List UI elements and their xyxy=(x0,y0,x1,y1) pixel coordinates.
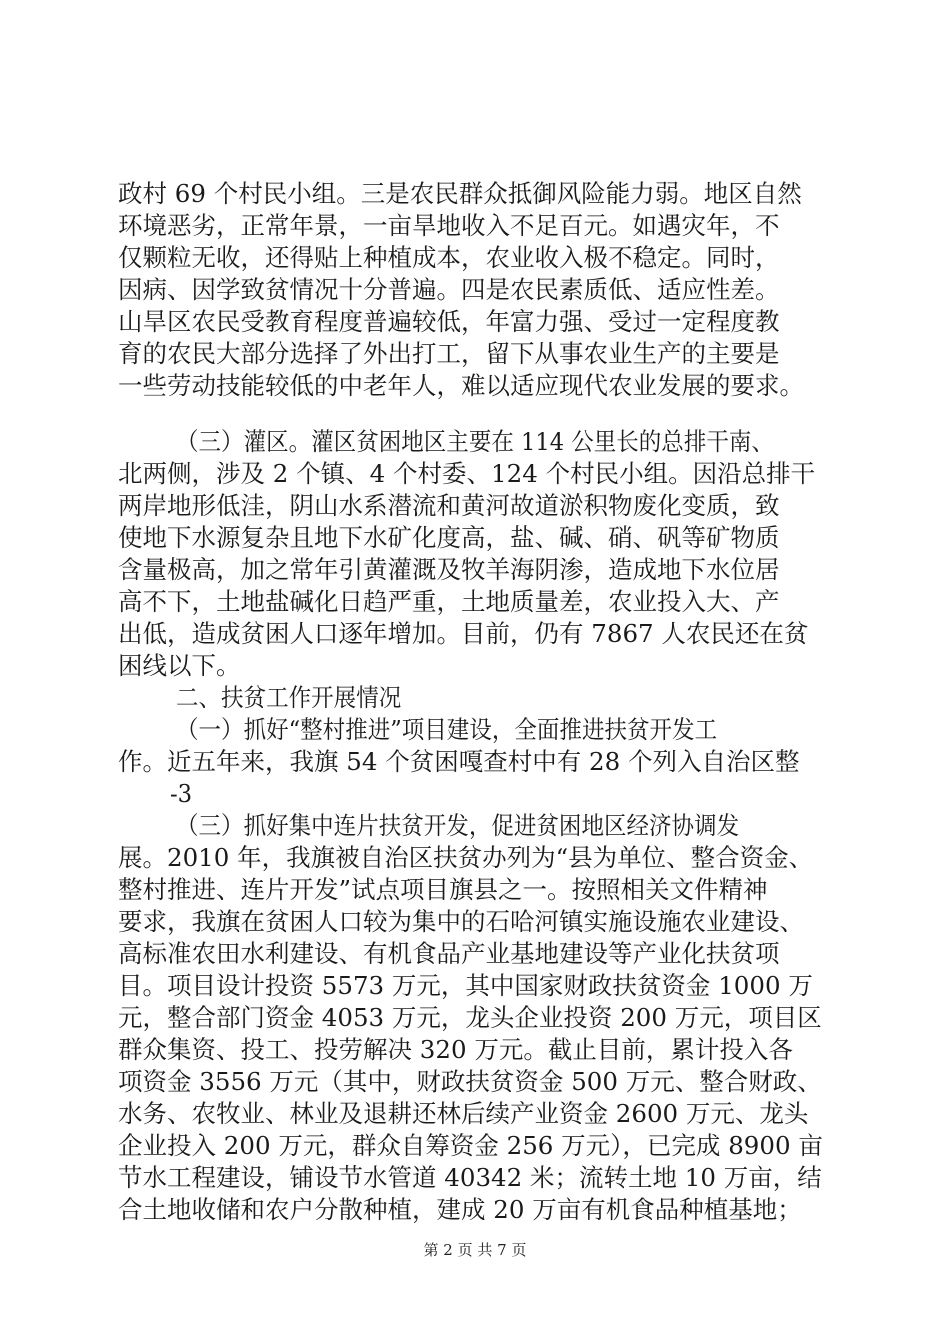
paragraph3-line: （一）抓好“整村推进”项目建设，全面推进扶贫开发工 xyxy=(176,715,718,744)
paragraph3-line: 作。近五年来，我旗 54 个贫困嘎查村中有 28 个列入自治区整 xyxy=(118,747,800,776)
paragraph1-line: 一些劳动技能较低的中老年人，难以适应现代农业发展的要求。 xyxy=(118,371,804,400)
section-heading: 二、扶贫工作开展情况 xyxy=(176,683,402,712)
paragraph4-line: 企业投入 200 万元，群众自筹资金 256 万元），已完成 8900 亩 xyxy=(118,1131,823,1160)
paragraph2-line: （三）灌区。灌区贫困地区主要在 114 公里长的总排干南、 xyxy=(176,427,774,456)
paragraph4-line: 展。2010 年，我旗被自治区扶贫办列为“县为单位、整合资金、 xyxy=(118,843,814,872)
paragraph4-line: 项资金 3556 万元（其中，财政扶贫资金 500 万元、整合财政、 xyxy=(118,1067,822,1096)
paragraph2-line: 含量极高，加之常年引黄灌溉及牧羊海阴渗，造成地下水位居 xyxy=(118,555,780,584)
paragraph2-line: 困线以下。 xyxy=(118,651,241,680)
paragraph1-line: 环境恶劣，正常年景，一亩旱地收入不足百元。如遇灾年，不 xyxy=(118,211,780,240)
paragraph2-line: 出低，造成贫困人口逐年增加。目前，仍有 7867 人农民还在贫 xyxy=(118,619,809,648)
paragraph4-line: 要求，我旗在贫困人口较为集中的石哈河镇实施设施农业建设、 xyxy=(118,907,804,936)
paragraph4-line: 节水工程建设，铺设节水管道 40342 米；流转土地 10 万亩，结 xyxy=(118,1163,822,1192)
paragraph1-line: 仅颗粒无收，还得贴上种植成本，农业收入极不稳定。同时， xyxy=(118,243,780,272)
page-marker: -3 xyxy=(170,779,193,808)
paragraph4-line: 元，整合部门资金 4053 万元，龙头企业投资 200 万元，项目区 xyxy=(118,1003,822,1032)
paragraph4-line: 水务、农牧业、林业及退耕还林后续产业资金 2600 万元、龙头 xyxy=(118,1099,809,1128)
paragraph2-line: 两岸地形低洼，阴山水系潜流和黄河故道淤积物废化变质，致 xyxy=(118,491,780,520)
paragraph4-line: （三）抓好集中连片扶贫开发，促进贫困地区经济协调发 xyxy=(176,811,740,840)
paragraph4-line: 合土地收储和农户分散种植，建成 20 万亩有机食品种植基地； xyxy=(118,1195,802,1224)
paragraph4-line: 目。项目设计投资 5573 万元，其中国家财政扶贫资金 1000 万 xyxy=(118,971,813,1000)
page-footer: 第 2 页 共 7 页 xyxy=(423,1241,527,1259)
paragraph2-line: 北两侧，涉及 2 个镇、4 个村委、124 个村民小组。因沿总排干 xyxy=(118,459,816,488)
paragraph2-line: 使地下水源复杂且地下水矿化度高，盐、碱、硝、矾等矿物质 xyxy=(118,523,780,552)
paragraph4-line: 整村推进、连片开发”试点项目旗县之一。按照相关文件精神 xyxy=(118,875,768,904)
paragraph4-line: 群众集资、投工、投劳解决 320 万元。截止目前，累计投入各 xyxy=(118,1035,793,1064)
paragraph4-line: 高标准农田水利建设、有机食品产业基地建设等产业化扶贫项 xyxy=(118,939,780,968)
paragraph1-line: 政村 69 个村民小组。三是农民群众抵御风险能力弱。地区自然 xyxy=(118,179,802,208)
paragraph2-line: 高不下，土地盐碱化日趋严重，土地质量差，农业投入大、产 xyxy=(118,587,780,616)
paragraph1-line: 山旱区农民受教育程度普遍较低，年富力强、受过一定程度教 xyxy=(118,307,780,336)
paragraph1-line: 育的农民大部分选择了外出打工，留下从事农业生产的主要是 xyxy=(118,339,780,368)
paragraph1-line: 因病、因学致贫情况十分普遍。四是农民素质低、适应性差。 xyxy=(118,275,780,304)
